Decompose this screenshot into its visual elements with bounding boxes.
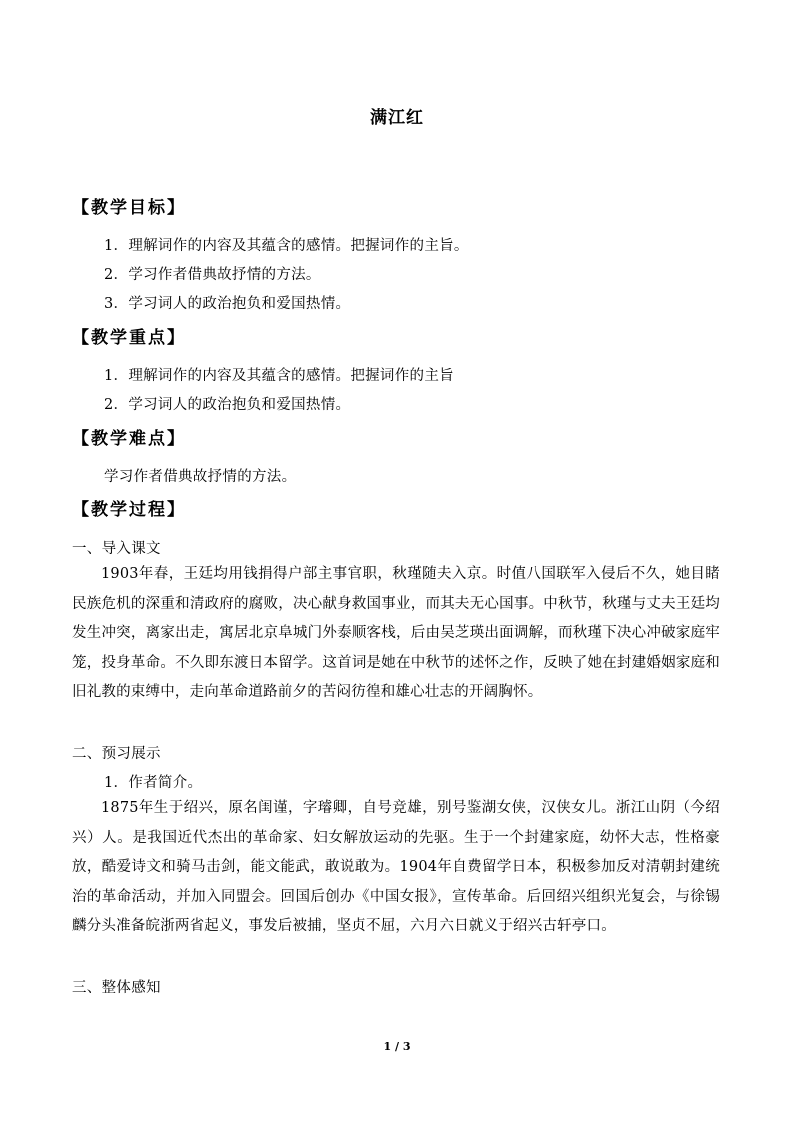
heading-difficulties: 【教学难点】 [72,429,186,449]
author-intro-paragraph: 1875年生于绍兴，原名闺谨，字璿卿，自号竞雄，别号鉴湖女侠，汉侠女儿。浙江山阴（今绍兴）人。是我国近代杰出的革命家、妇女解放运动的先驱。生于一个封建家庭，幼怀大志，性格豪放，酷爱诗文和骑马击剑，能文能武，敢说敢为。1904年自费留学日本，积极参加反对清朝封建统治的革命活动，并加入同盟会。回国后创办《中国女报》，宣传革命。后回绍兴组织光复会，与徐锡麟分头准备皖浙两省起义，事发后被捕，坚贞不屈，六月六日就义于绍兴古轩亭口。 [72,800,720,934]
page-number: 1 / 3 [383,1040,411,1053]
heading-teaching-process: 【教学过程】 [72,500,186,520]
author-intro-subtitle: 1．作者简介。 [104,775,203,791]
difficulty-text: 学习作者借典故抒情的方法。 [104,469,297,485]
heading-key-points: 【教学重点】 [72,328,186,348]
section-title-intro: 一、导入课文 [72,541,161,557]
intro-paragraph: 1903年春，王廷均用钱捐得户部主事官职，秋瑾随夫入京。时值八国联军入侵后不久，她目睹民族危机的深重和清政府的腐败，决心献身救国事业，而其夫无心国事。中秋节，秋瑾与丈夫王廷均发生冲突，离家出走，寓居北京阜城门外泰顺客栈，后由吴芝瑛出面调解，而秋瑾下决心冲破家庭牢笼，投身革命。不久即东渡日本留学。这首词是她在中秋节的述怀之作，反映了她在封建婚姻家庭和旧礼教的束缚中，走向革命道路前夕的苦闷彷徨和雄心壮志的开阔胸怀。 [72,566,720,700]
section-title-preview: 二、预习展示 [72,746,161,762]
key-point-item-1: 1．理解词作的内容及其蕴含的感情。把握词作的主旨 [104,368,454,384]
heading-teaching-goals: 【教学目标】 [72,198,186,218]
section-title-overall: 三、整体感知 [72,980,161,996]
goal-item-3: 3．学习词人的政治抱负和爱国热情。 [104,296,351,312]
key-point-item-2: 2．学习词人的政治抱负和爱国热情。 [104,397,351,413]
document-title: 满江红 [370,108,424,128]
goal-item-1: 1．理解词作的内容及其蕴含的感情。把握词作的主旨。 [104,238,469,254]
goal-item-2: 2．学习作者借典故抒情的方法。 [104,267,321,283]
